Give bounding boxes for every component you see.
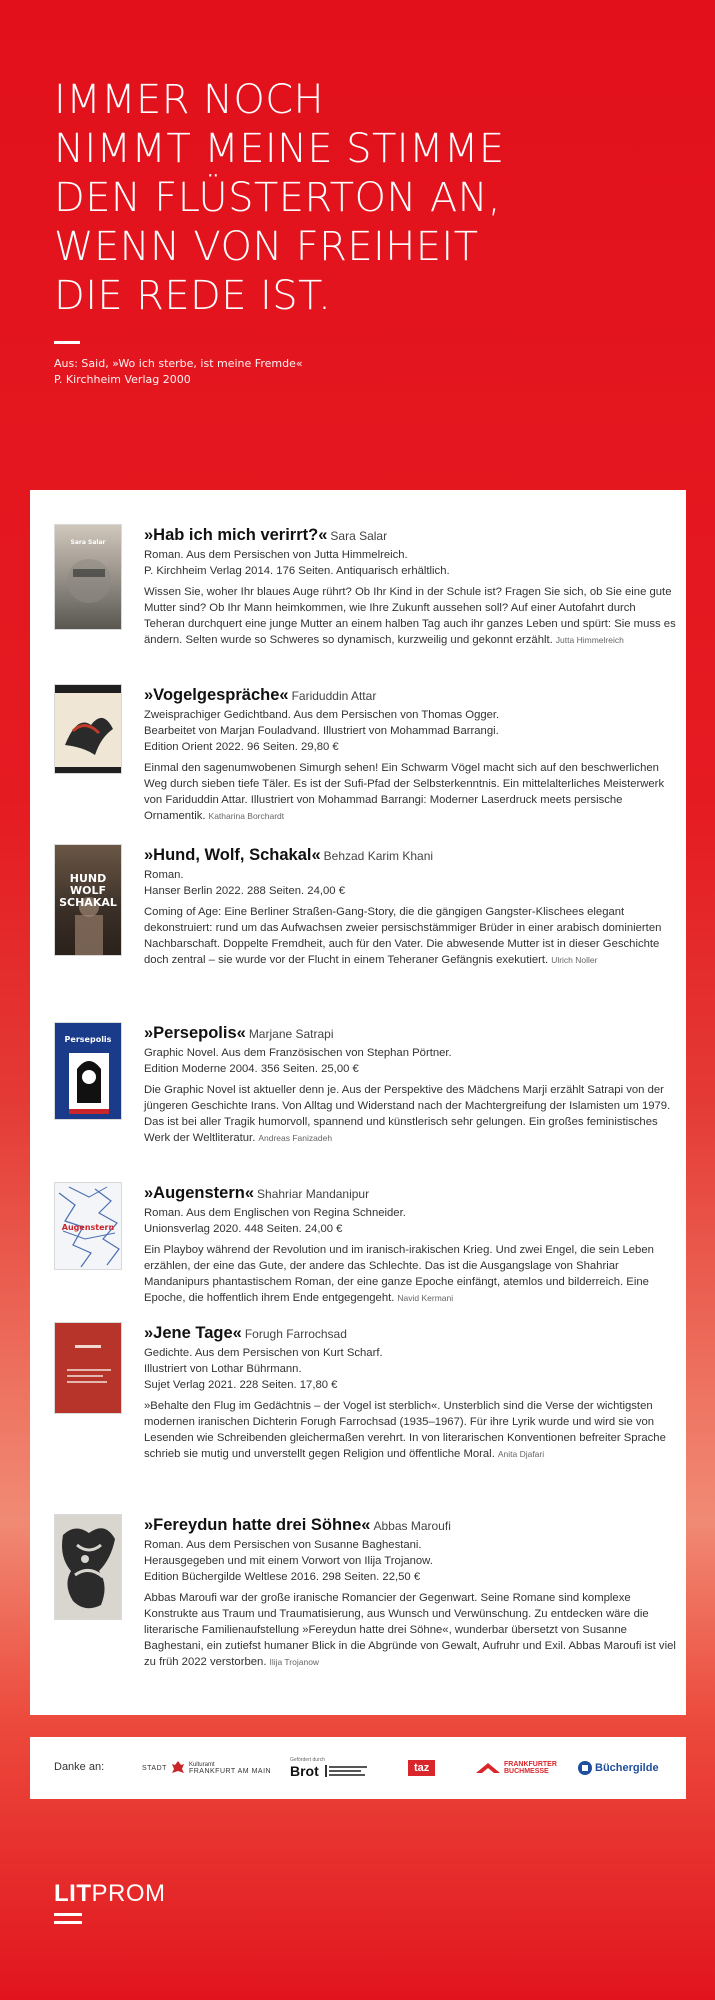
- book-author: Shahriar Mandanipur: [257, 1187, 370, 1201]
- book-title: »Fereydun hatte drei Söhne«: [144, 1516, 371, 1534]
- buchmesse-icon: [476, 1761, 500, 1775]
- hero-divider: [54, 341, 80, 344]
- book-cover: [54, 524, 122, 630]
- book-title: »Augenstern«: [144, 1184, 255, 1202]
- book-description-text: Wissen Sie, woher Ihr blaues Auge rührt? Ob Ihr Kind in der Schule ist? Fragen Sie sich, ob Sie eine gute Mutter sind? Ob Ihr Mann heimkommen, wie Ihre Zukunft aussehen soll? Auf einer Autofahrt durch Teheran durchquert eine junge Mutter an einem halben Tag auch ihr ganzes Leben und spürt: Sie muss es ändern. Selten wurde so Schweres so dynamisch, kurzweilig und gekonnt erzählt.: [144, 586, 676, 646]
- hero-source-line: Aus: Said, »Wo ich sterbe, ist meine Fremde«: [54, 357, 303, 370]
- hero: [54, 76, 674, 388]
- book-meta-line: P. Kirchheim Verlag 2014. 176 Seiten. Antiquarisch erhältlich.: [144, 565, 450, 577]
- book-description: [144, 904, 679, 968]
- kulturamt-text: Kulturamt: [188, 1761, 215, 1768]
- book-author: Abbas Maroufi: [373, 1519, 451, 1533]
- book-cover: [54, 684, 122, 774]
- book-author: Forugh Farrochsad: [244, 1327, 347, 1341]
- taz-logo: [408, 1737, 435, 1799]
- book-title: »Hab ich mich verirrt?«: [144, 526, 328, 544]
- frankfurt-text: FRANKFURT AM MAIN: [188, 1767, 272, 1775]
- book-meta: [144, 1045, 679, 1077]
- book-cover: [54, 1514, 122, 1620]
- book-meta-line: Roman.: [144, 869, 184, 881]
- book-reviewer: Navid Kermani: [397, 1293, 454, 1303]
- stadt-text: STADT: [142, 1764, 167, 1772]
- messe-line2: BUCHMESSE: [504, 1768, 549, 1775]
- book-title: »Persepolis«: [144, 1024, 246, 1042]
- book-title-line: [144, 684, 679, 707]
- book-title-line: [144, 1182, 679, 1205]
- sponsors-bar: [30, 1737, 686, 1799]
- litprom-lit: LIT: [54, 1880, 92, 1907]
- buechergilde-text: Büchergilde: [595, 1762, 659, 1774]
- book-meta-line: Edition Moderne 2004. 356 Seiten. 25,00 €: [144, 1063, 359, 1075]
- book-reviewer: Ilija Trojanow: [269, 1657, 320, 1667]
- book-title-line: [144, 1322, 679, 1345]
- book-cover-title: Augenstern: [61, 1223, 115, 1232]
- litprom-prom: PROM: [91, 1880, 166, 1907]
- book-meta-line: Edition Orient 2022. 96 Seiten. 29,80 €: [144, 741, 339, 753]
- book-description: [144, 1398, 679, 1462]
- messe-line1: FRANKFURTER: [504, 1761, 557, 1768]
- buechergilde-logo: [578, 1737, 659, 1799]
- book-author: Fariduddin Attar: [291, 689, 377, 703]
- book-text: [144, 844, 679, 968]
- book-meta-line: Edition Büchergilde Weltlese 2016. 298 Seiten. 22,50 €: [144, 1571, 421, 1583]
- book-title-line: [144, 1514, 679, 1537]
- book-meta-line: Sujet Verlag 2021. 228 Seiten. 17,80 €: [144, 1379, 338, 1391]
- stadt-frankfurt-logo: [142, 1737, 271, 1799]
- buechergilde-icon: [578, 1761, 592, 1775]
- book-description-text: Einmal den sagenumwobenen Simurgh sehen! Ein Schwarm Vögel macht sich auf den beschwerlichen Weg durch sieben tiefe Täler. Es ist der Sufi-Pfad der Selbsterkenntnis. Ein mittelalterliches Meisterwerk von Fariduddin Attar. Illustriert von Mohammad Barrangi: Moderner Laserdruck meets persische Ornamentik.: [144, 762, 665, 822]
- book-title: »Hund, Wolf, Schakal«: [144, 846, 321, 864]
- hero-quote: IMMER NOCH NIMMT MEINE STIMME DEN FLÜSTERTON AN, WENN VON FREIHEIT DIE REDE IST.: [54, 77, 505, 319]
- book-title: »Jene Tage«: [144, 1324, 242, 1342]
- brot-caption: Gefördert durch: [290, 1757, 326, 1763]
- book-title-line: [144, 844, 679, 867]
- book-author: Marjane Satrapi: [248, 1027, 334, 1041]
- taz-text: taz: [408, 1760, 435, 1776]
- book-meta-line: Hanser Berlin 2022. 288 Seiten. 24,00 €: [144, 885, 345, 897]
- book-meta-line: Roman. Aus dem Persischen von Jutta Himmelreich.: [144, 549, 408, 561]
- book-meta: [144, 1345, 679, 1393]
- book-meta: [144, 707, 679, 755]
- book-description: [144, 584, 679, 648]
- book-reviewer: Anita Djafari: [497, 1449, 545, 1459]
- thanks-label: Danke an:: [54, 1761, 105, 1773]
- book-title-line: [144, 524, 679, 547]
- book-cover-title: Persepolis: [64, 1035, 112, 1044]
- book-meta-line: Herausgegeben und mit einem Vorwort von Ilija Trojanow.: [144, 1555, 433, 1567]
- book-meta-line: Illustriert von Lothar Bührmann.: [144, 1363, 302, 1375]
- book-reviewer: Katharina Borchardt: [208, 811, 285, 821]
- book-text: [144, 1322, 679, 1462]
- book-description: [144, 760, 679, 824]
- hero-source: [54, 356, 674, 388]
- book-meta: [144, 867, 679, 899]
- book-meta-line: Graphic Novel. Aus dem Französischen von Stephan Pörtner.: [144, 1047, 452, 1059]
- book-description: [144, 1590, 679, 1670]
- book-list-panel: [30, 490, 686, 1715]
- book-meta-line: Gedichte. Aus dem Persischen von Kurt Scharf.: [144, 1347, 383, 1359]
- book-text: [144, 1022, 679, 1146]
- book-meta-line: Roman. Aus dem Persischen von Susanne Baghestani.: [144, 1539, 422, 1551]
- frankfurter-buchmesse-logo: [476, 1737, 557, 1799]
- litprom-logo: [54, 1880, 166, 1924]
- book-title-line: [144, 1022, 679, 1045]
- book-description-text: Coming of Age: Eine Berliner Straßen-Gang-Story, die die gängigen Gangster-Klischees elegant dekonstruiert: rund um das Aufwachsen zweier persischstämmiger Brüder in einer arabisch dominierten Nachbarschaft. Doppelte Fremdheit, auch für den Vater. Die abwesende Mutter ist in dieser Geschichte doch zentral – sie wurde vor der Flucht in einem Teheraner Gefängnis exekutiert.: [144, 906, 662, 966]
- book-description: [144, 1242, 679, 1306]
- book-author: Behzad Karim Khani: [323, 849, 434, 863]
- book-cover: [54, 1022, 122, 1120]
- book-cover-author: Sara Salar: [70, 539, 106, 546]
- brot-graphic-icon: [325, 1763, 369, 1779]
- book-meta-line: Zweisprachiger Gedichtband. Aus dem Persischen von Thomas Ogger.: [144, 709, 500, 721]
- book-description-text: Ein Playboy während der Revolution und im iranisch-irakischen Krieg. Und zwei Engel, die sein Leben erzählen, der eine das Gute, der andere das Schlechte. Das ist die Ausgangslage von Shahriar Mandanipurs phantastischem Roman, der eine ganze Epoche einfängt, atemlos und bilderreich. Eine Epoche, die hoffentlich ihrem Ende entgegengeht.: [144, 1244, 654, 1304]
- book-text: [144, 1514, 679, 1670]
- book-cover-title: HUND WOLF SCHAKAL: [59, 872, 117, 909]
- book-meta-line: Bearbeitet von Marjan Fouladvand. Illustriert von Mohammad Barrangi.: [144, 725, 499, 737]
- book-description: [144, 1082, 679, 1146]
- eagle-icon: [171, 1760, 185, 1776]
- litprom-bars: [54, 1913, 166, 1924]
- book-meta: [144, 1205, 679, 1237]
- book-text: [144, 524, 679, 648]
- book-meta: [144, 547, 679, 579]
- book-description-text: Die Graphic Novel ist aktueller denn je. Aus der Perspektive des Mädchens Marji erzählt Satrapi von der jüngeren Geschichte Irans. Von Alltag und Widerstand nach der Machtergreifung der Islamisten um 1979. Das ist bei aller Tragik humorvoll, spannend und künstlerisch sehr gelungen. Ein großes feministisches Werk der Weltliteratur.: [144, 1084, 671, 1144]
- book-meta-line: Roman. Aus dem Englischen von Regina Schneider.: [144, 1207, 406, 1219]
- book-cover: [54, 844, 122, 956]
- brot-text: Brot: [290, 1763, 319, 1779]
- book-cover: [54, 1182, 122, 1270]
- book-author: Sara Salar: [330, 529, 388, 543]
- book-cover: [54, 1322, 122, 1414]
- book-reviewer: Andreas Fanizadeh: [258, 1133, 333, 1143]
- book-description-text: »Behalte den Flug im Gedächtnis – der Vogel ist sterblich«. Unsterblich sind die Verse der wichtigsten modernen iranischen Dichterin Forugh Farrochsad (1935–1967). Für ihre Lyrik wurde und wird sie von Lesenden wie Schreibenden gleichermaßen verehrt. In von literarischen Konventionen befreiter Sprache schrieb sie mutig und unverstellt gegen Religion und öffentliche Moral.: [144, 1400, 666, 1460]
- hero-source-line: P. Kirchheim Verlag 2000: [54, 373, 191, 386]
- book-description-text: Abbas Maroufi war der große iranische Romancier der Gegenwart. Seine Romane sind komplexe Konstrukte aus Traum und Traumatisierung, aus Wunsch und Verwünschung. Zu entdecken wäre die literarische Familienaufstellung »Fereydun hatte drei Söhne«, wunderbar übersetzt von Susanne Baghestani, ein zutiefst humaner Blick in die Abgründe von Gewalt, Aufruhr und Exil. Abbas Maroufi ist viel zu früh 2022 verstorben.: [144, 1592, 676, 1668]
- book-meta: [144, 1537, 679, 1585]
- book-reviewer: Ulrich Noller: [551, 955, 598, 965]
- book-text: [144, 684, 679, 824]
- book-meta-line: Unionsverlag 2020. 448 Seiten. 24,00 €: [144, 1223, 343, 1235]
- brot-fuer-die-welt-logo: [290, 1737, 369, 1799]
- book-reviewer: Jutta Himmelreich: [555, 635, 624, 645]
- book-text: [144, 1182, 679, 1306]
- book-title: »Vogelgespräche«: [144, 686, 289, 704]
